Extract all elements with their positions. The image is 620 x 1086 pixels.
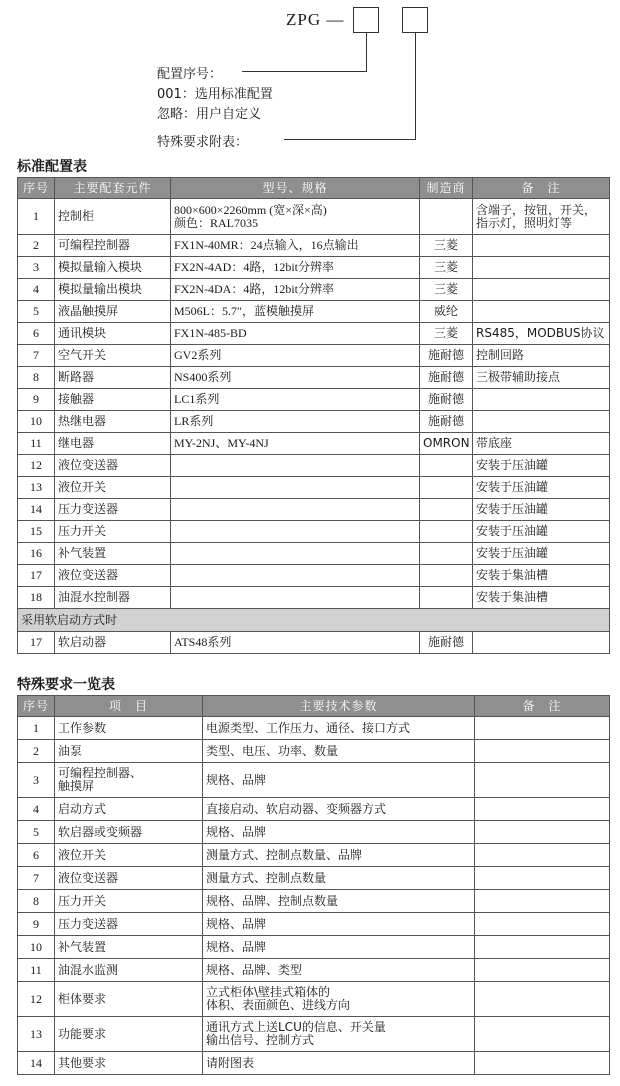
note [475,867,610,890]
technical-params: 电源类型、工作压力、通径、接口方式 [203,717,475,740]
manufacturer: 威纶 [420,301,473,323]
component-name: 液位开关 [55,477,171,499]
table-row [18,543,610,565]
note [475,717,610,740]
table-row [18,199,610,235]
requirement-item: 液位变送器 [55,867,203,890]
note: 安装于压油罐 [473,455,610,477]
component-name: 软启动器 [55,632,171,654]
model-spec: FX2N-4DA：4路，12bit分辨率 [171,279,420,301]
requirement-item: 软启器或变频器 [55,821,203,844]
component-name: 液位变送器 [55,565,171,587]
config-code-box-1 [353,7,379,33]
requirement-item: 柜体要求 [55,982,203,1017]
row-number: 4 [18,798,55,821]
requirement-item: 工作参数 [55,717,203,740]
table-row [18,982,610,1017]
row-number: 2 [18,235,55,257]
row-number: 8 [18,367,55,389]
manufacturer: 施耐德 [420,389,473,411]
standard-config-title: 标准配置表 [17,159,87,175]
row-number: 4 [18,279,55,301]
model-spec: NS400系列 [171,367,420,389]
note [473,257,610,279]
requirement-item: 可编程控制器、 触摸屏 [55,763,203,798]
row-number: 6 [18,323,55,345]
component-name: 继电器 [55,433,171,455]
model-spec: GV2系列 [171,345,420,367]
row-number: 8 [18,890,55,913]
row-number: 3 [18,257,55,279]
technical-params: 类型、电压、功率、数量 [203,740,475,763]
model-spec [171,565,420,587]
table-row [18,913,610,936]
requirement-item: 液位开关 [55,844,203,867]
header-note: 备 注 [475,696,610,717]
technical-params: 直接启动、软启动器、变频器方式 [203,798,475,821]
component-name: 接触器 [55,389,171,411]
row-number: 11 [18,959,55,982]
manufacturer: 三菱 [420,235,473,257]
technical-params: 规格、品牌 [203,936,475,959]
note [473,389,610,411]
component-name: 油混水控制器 [55,587,171,609]
manufacturer: 三菱 [420,279,473,301]
connector-line-2-vertical [415,33,416,139]
model-spec: MY-2NJ、MY-4NJ [171,433,420,455]
row-number: 6 [18,844,55,867]
standard-table-header [18,178,610,199]
note: 安装于集油槽 [473,587,610,609]
table-row [18,279,610,301]
table-row [18,433,610,455]
manufacturer: 施耐德 [420,411,473,433]
manufacturer: 施耐德 [420,345,473,367]
table-row [18,1052,610,1075]
note: 控制回路 [473,345,610,367]
row-number: 13 [18,477,55,499]
standard-config-table [17,177,610,654]
table-row [18,763,610,798]
connector-line-2-horizontal [284,139,416,140]
special-requirements-label: 特殊要求附表： [157,135,249,150]
table-row [18,367,610,389]
row-number: 11 [18,433,55,455]
row-number: 17 [18,632,55,654]
special-requirements-title: 特殊要求一览表 [17,677,115,693]
model-code-prefix: ZPG — [286,10,345,29]
table-row [18,587,610,609]
table-row [18,632,610,654]
table-row [18,235,610,257]
header-no: 序号 [18,696,55,717]
component-name: 液晶触摸屏 [55,301,171,323]
header-note: 备 注 [473,178,610,199]
requirement-item: 压力变送器 [55,913,203,936]
requirement-item: 其他要求 [55,1052,203,1075]
row-number: 7 [18,345,55,367]
model-spec [171,499,420,521]
note [475,821,610,844]
model-spec: ATS48系列 [171,632,420,654]
technical-params: 测量方式、控制点数量、品牌 [203,844,475,867]
table-row [18,959,610,982]
table-row [18,798,610,821]
note [473,301,610,323]
model-spec: LC1系列 [171,389,420,411]
row-number: 3 [18,763,55,798]
special-table-header [18,696,610,717]
note [475,844,610,867]
note: RS485，MODBUS协议 [473,323,610,345]
requirement-item: 功能要求 [55,1017,203,1052]
table-row [18,345,610,367]
header-model: 型号、规格 [171,178,420,199]
technical-params: 请附图表 [203,1052,475,1075]
note [475,763,610,798]
component-name: 补气装置 [55,543,171,565]
technical-params: 立式柜体\壁挂式箱体的 体积、表面颜色、进线方向 [203,982,475,1017]
model-spec: LR系列 [171,411,420,433]
header-component: 主要配套元件 [55,178,171,199]
table-row [18,521,610,543]
model-spec [171,543,420,565]
manufacturer [420,499,473,521]
model-spec: FX1N-40MR：24点输入，16点输出 [171,235,420,257]
note [475,740,610,763]
config-option-standard: 001：选用标准配置 [157,87,273,102]
row-number: 1 [18,717,55,740]
note: 安装于压油罐 [473,543,610,565]
config-number-label: 配置序号： [157,67,223,82]
model-spec: FX1N-485-BD [171,323,420,345]
header-no: 序号 [18,178,55,199]
row-number: 7 [18,867,55,890]
technical-params: 规格、品牌 [203,821,475,844]
manufacturer [420,477,473,499]
note: 安装于压油罐 [473,521,610,543]
manufacturer: 三菱 [420,257,473,279]
note: 安装于集油槽 [473,565,610,587]
table-row [18,389,610,411]
connector-line-1-horizontal [242,71,367,72]
table-row [18,565,610,587]
table-row [18,890,610,913]
table-row [18,821,610,844]
row-number: 9 [18,913,55,936]
header-item: 项 目 [55,696,203,717]
note [475,959,610,982]
row-number: 1 [18,199,55,235]
note [473,411,610,433]
manufacturer [420,565,473,587]
note [473,279,610,301]
row-number: 5 [18,301,55,323]
model-spec [171,521,420,543]
config-code-box-2 [402,7,428,33]
row-number: 10 [18,411,55,433]
technical-params: 规格、品牌、控制点数量 [203,890,475,913]
requirement-item: 补气装置 [55,936,203,959]
row-number: 9 [18,389,55,411]
table-row [18,411,610,433]
row-number: 15 [18,521,55,543]
requirement-item: 油泵 [55,740,203,763]
model-spec: FX2N-4AD：4路，12bit分辨率 [171,257,420,279]
technical-params: 规格、品牌、类型 [203,959,475,982]
requirement-item: 油混水监测 [55,959,203,982]
row-number: 12 [18,982,55,1017]
component-name: 液位变送器 [55,455,171,477]
requirement-item: 压力开关 [55,890,203,913]
technical-params: 测量方式、控制点数量 [203,867,475,890]
technical-params: 规格、品牌 [203,913,475,936]
table-row [18,740,610,763]
special-requirements-table [17,695,610,1075]
note [475,798,610,821]
table-row [18,257,610,279]
table-row [18,844,610,867]
manufacturer [420,587,473,609]
note [475,913,610,936]
table-row [18,499,610,521]
note: 安装于压油罐 [473,499,610,521]
note [475,1017,610,1052]
table-row [18,323,610,345]
table-row [18,455,610,477]
note [473,632,610,654]
note: 带底座 [473,433,610,455]
component-name: 控制柜 [55,199,171,235]
note: 三极带辅助接点 [473,367,610,389]
manufacturer [420,543,473,565]
model-spec [171,477,420,499]
row-number: 17 [18,565,55,587]
manufacturer: 三菱 [420,323,473,345]
row-number: 18 [18,587,55,609]
model-spec: M506L：5.7″，蓝模触摸屏 [171,301,420,323]
component-name: 通讯模块 [55,323,171,345]
component-name: 可编程控制器 [55,235,171,257]
table-row [18,477,610,499]
model-spec [171,455,420,477]
technical-params: 通讯方式上送LCU的信息、开关量 输出信号、控制方式 [203,1017,475,1052]
note [475,890,610,913]
header-maker: 制造商 [420,178,473,199]
requirement-item: 启动方式 [55,798,203,821]
note [475,1052,610,1075]
component-name: 模拟量输入模块 [55,257,171,279]
manufacturer [420,199,473,235]
table-row [18,717,610,740]
technical-params: 规格、品牌 [203,763,475,798]
model-spec: 800×600×2260mm (宽×深×高) 颜色：RAL7035 [171,199,420,235]
component-name: 模拟量输出模块 [55,279,171,301]
row-number: 10 [18,936,55,959]
note [475,936,610,959]
row-number: 13 [18,1017,55,1052]
table-row [18,301,610,323]
manufacturer [420,455,473,477]
table-row [18,1017,610,1052]
connector-line-1-vertical [366,33,367,71]
row-number: 16 [18,543,55,565]
row-number: 14 [18,1052,55,1075]
component-name: 断路器 [55,367,171,389]
row-number: 5 [18,821,55,844]
soft-start-label: 采用软启动方式时 [18,609,610,632]
component-name: 压力开关 [55,521,171,543]
row-number: 12 [18,455,55,477]
header-params: 主要技术参数 [203,696,475,717]
row-number: 14 [18,499,55,521]
manufacturer: 施耐德 [420,367,473,389]
manufacturer: 施耐德 [420,632,473,654]
component-name: 热继电器 [55,411,171,433]
model-spec [171,587,420,609]
soft-start-subheader [18,609,610,632]
manufacturer: OMRON [420,433,473,455]
component-name: 压力变送器 [55,499,171,521]
note: 含端子，按钮，开关， 指示灯，照明灯等 [473,199,610,235]
table-row [18,867,610,890]
note [475,982,610,1017]
note [473,235,610,257]
table-row [18,936,610,959]
manufacturer [420,521,473,543]
note: 安装于压油罐 [473,477,610,499]
component-name: 空气开关 [55,345,171,367]
config-option-custom: 忽略：用户自定义 [157,107,262,122]
row-number: 2 [18,740,55,763]
